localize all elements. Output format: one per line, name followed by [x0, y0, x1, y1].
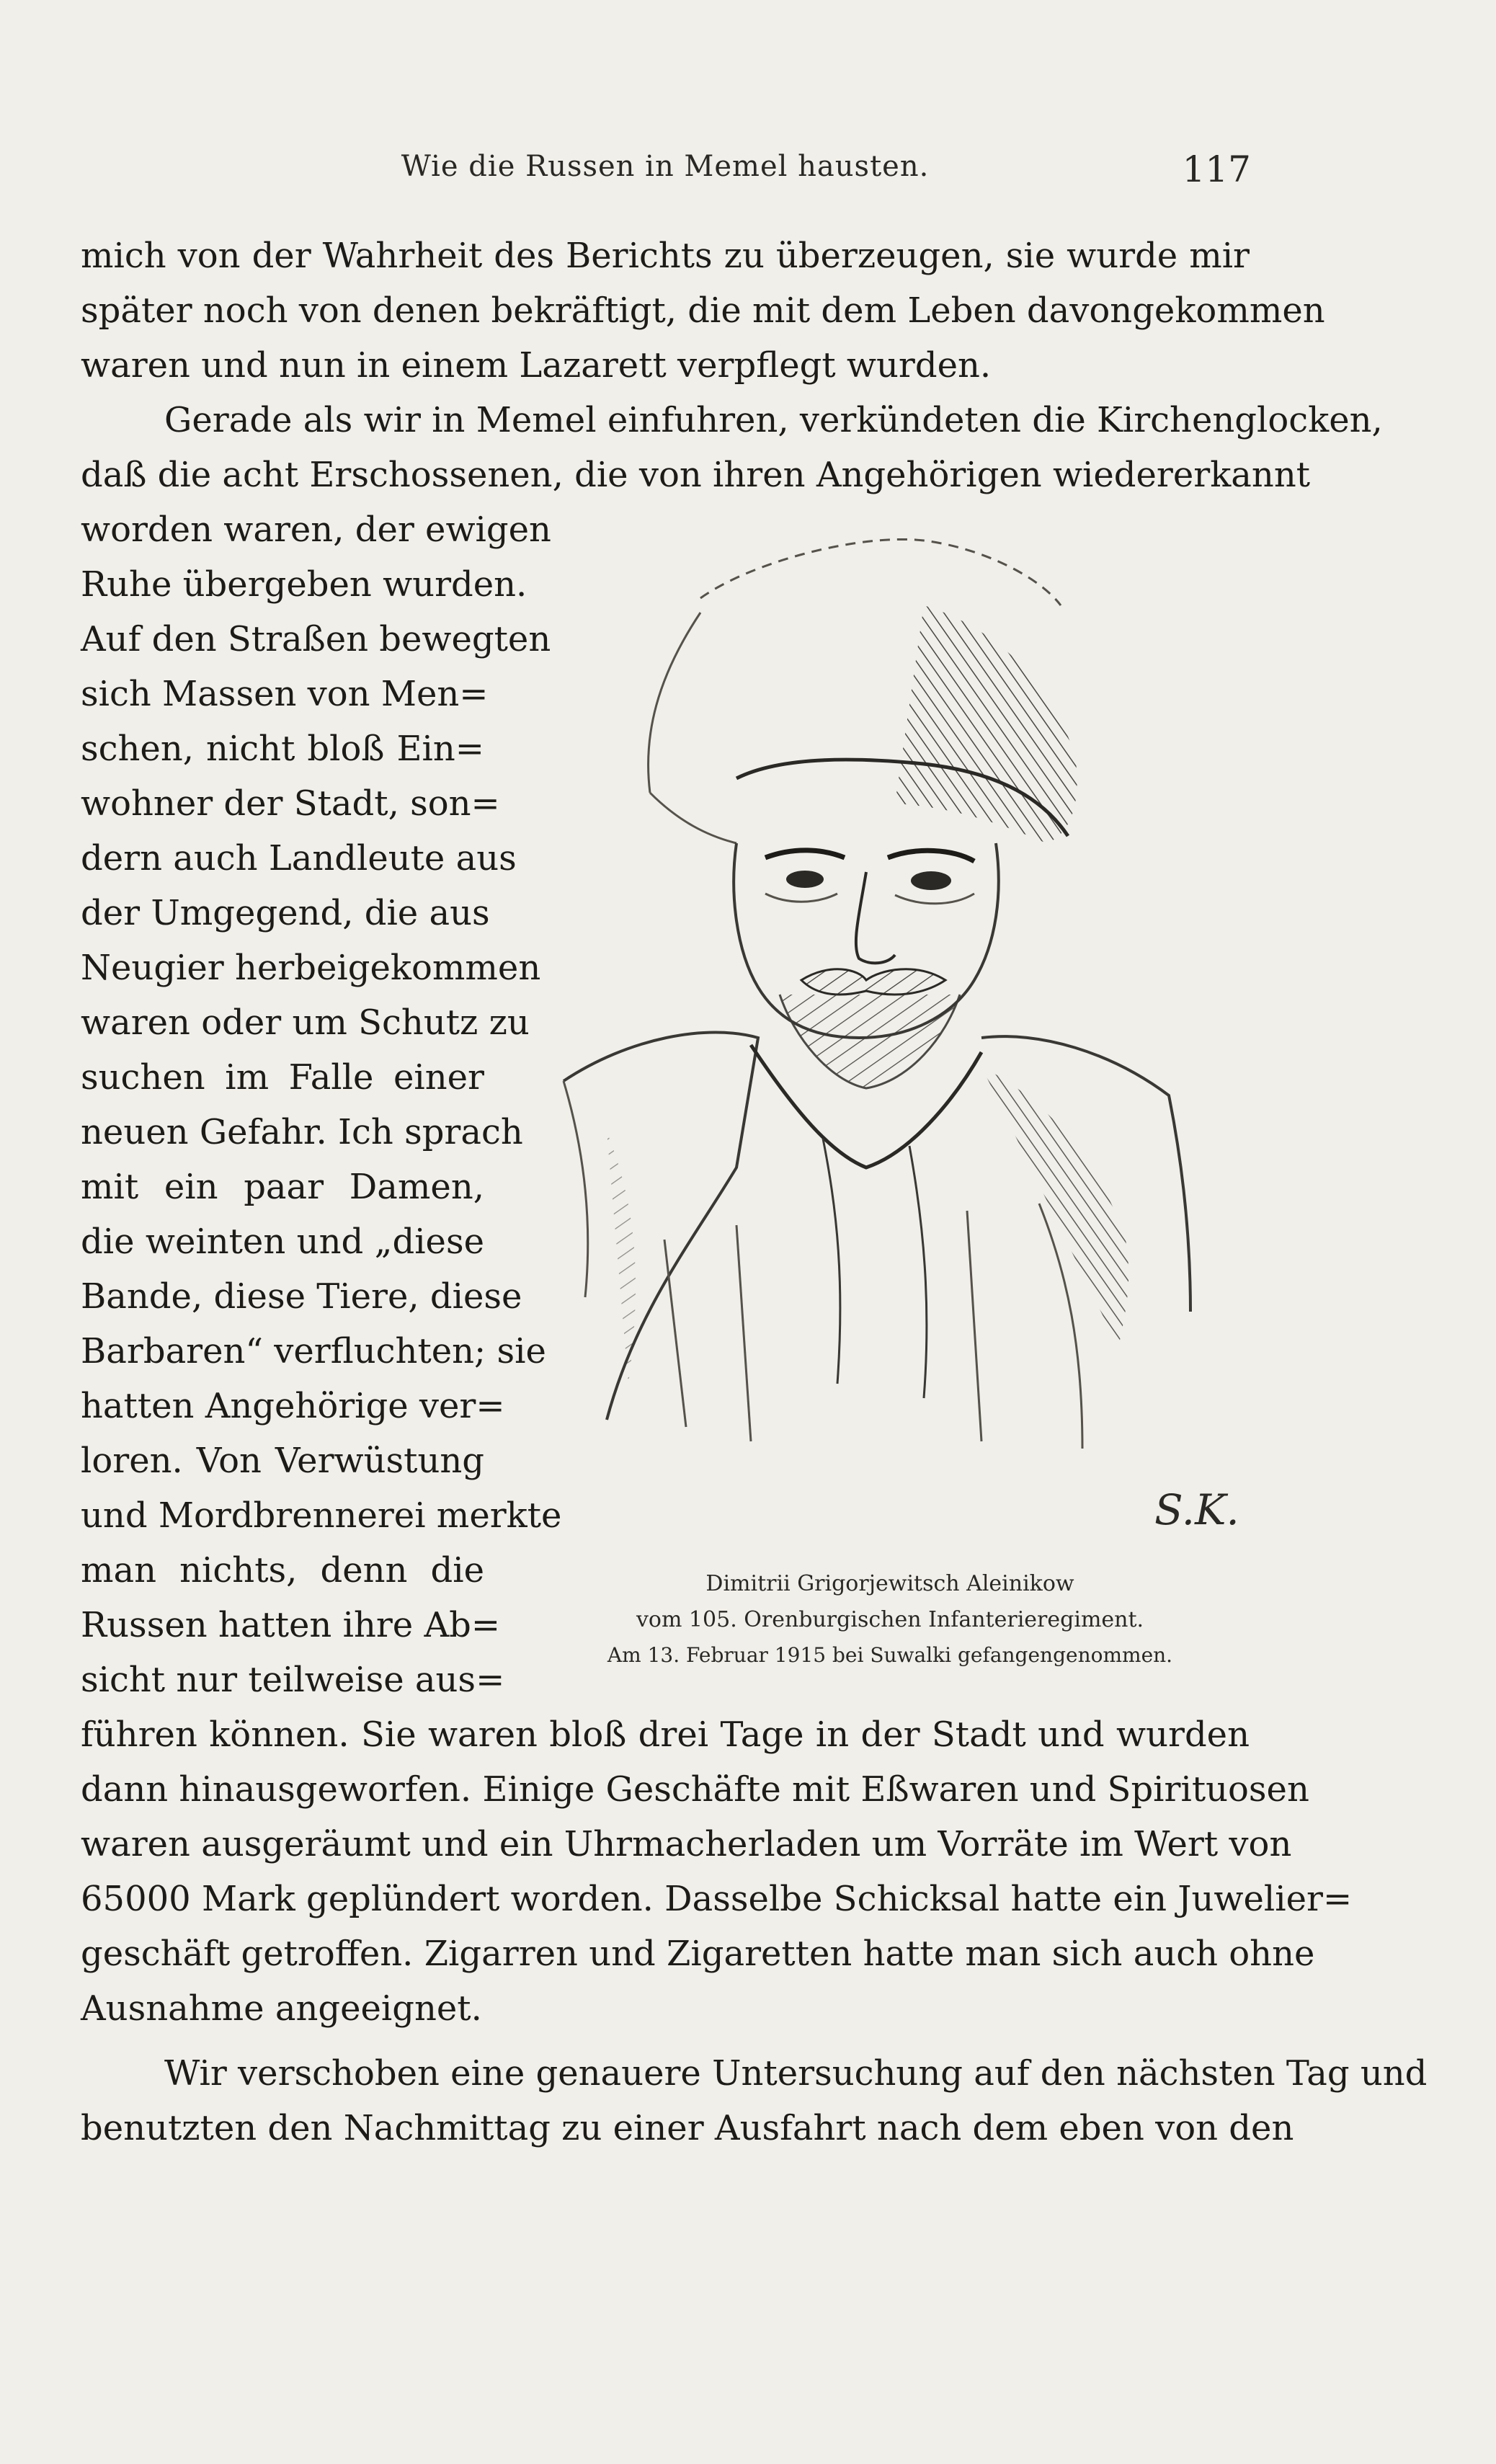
- text-line: Neugier herbeigekommen: [81, 948, 541, 988]
- text-line: worden waren, der ewigen: [81, 510, 551, 550]
- text-line: waren und nun in einem Lazarett verpflegt wurden.: [81, 345, 992, 386]
- figure-caption-line: vom 105. Orenburgischen Infanterieregiment.: [636, 1607, 1144, 1632]
- text-line: suchen im Falle einer: [81, 1057, 484, 1098]
- text-line: später noch von denen bekräftigt, die mit dem Leben davongekommen: [81, 290, 1325, 331]
- text-line: Russen hatten ihre Ab=: [81, 1605, 501, 1645]
- text-line: sich Massen von Men=: [81, 674, 489, 714]
- text-line: Bande, diese Tiere, diese: [81, 1276, 522, 1317]
- text-line: daß die acht Erschossenen, die von ihren Angehörigen wiedererkannt: [81, 455, 1311, 495]
- page-number: 117: [1182, 148, 1251, 190]
- portrait-illustration: [520, 519, 1248, 1578]
- text-line: Barbaren“ verfluchten; sie: [81, 1331, 546, 1371]
- text-line: Gerade als wir in Memel einfuhren, verkündeten die Kirchenglocken,: [164, 400, 1383, 440]
- text-line: und Mordbrennerei merkte: [81, 1495, 562, 1536]
- text-line: neuen Gefahr. Ich sprach: [81, 1112, 523, 1152]
- portrait-sketch: [520, 519, 1248, 1578]
- text-line: die weinten und „diese: [81, 1222, 484, 1262]
- text-line: mich von der Wahrheit des Berichts zu überzeugen, sie wurde mir: [81, 236, 1250, 276]
- text-line: 65000 Mark geplündert worden. Dasselbe Schicksal hatte ein Juwelier=: [81, 1879, 1353, 1919]
- text-line: führen können. Sie waren bloß drei Tage in der Stadt und wurden: [81, 1714, 1250, 1755]
- text-line: hatten Angehörige ver=: [81, 1386, 505, 1426]
- text-line: schen, nicht bloß Ein=: [81, 729, 484, 769]
- text-line: Ruhe übergeben wurden.: [81, 564, 527, 605]
- text-line: Wir verschoben eine genauere Untersuchung auf den nächsten Tag und: [164, 2053, 1428, 2094]
- figure-caption-line: Am 13. Februar 1915 bei Suwalki gefangengenommen.: [607, 1643, 1173, 1667]
- text-line: benutzten den Nachmittag zu einer Ausfahrt nach dem eben von den: [81, 2108, 1294, 2148]
- text-line: waren ausgeräumt und ein Uhrmacherladen um Vorräte im Wert von: [81, 1824, 1292, 1864]
- artist-signature: S.K.: [1154, 1485, 1239, 1534]
- text-line: sicht nur teilweise aus=: [81, 1660, 505, 1700]
- text-line: Ausnahme angeeignet.: [81, 1988, 482, 2029]
- running-head: Wie die Russen in Memel hausten.: [401, 150, 930, 183]
- text-line: dann hinausgeworfen. Einige Geschäfte mit Eßwaren und Spirituosen: [81, 1769, 1309, 1810]
- text-line: dern auch Landleute aus: [81, 838, 517, 879]
- figure-caption-line: Dimitrii Grigorjewitsch Aleinikow: [705, 1571, 1074, 1596]
- text-line: waren oder um Schutz zu: [81, 1002, 530, 1043]
- text-line: loren. Von Verwüstung: [81, 1441, 484, 1481]
- text-line: geschäft getroffen. Zigarren und Zigaretten hatte man sich auch ohne: [81, 1934, 1315, 1974]
- text-line: Auf den Straßen bewegten: [81, 619, 551, 659]
- text-line: mit ein paar Damen,: [81, 1167, 484, 1207]
- text-line: der Umgegend, die aus: [81, 893, 490, 933]
- text-line: man nichts, denn die: [81, 1550, 484, 1591]
- text-line: wohner der Stadt, son=: [81, 783, 500, 824]
